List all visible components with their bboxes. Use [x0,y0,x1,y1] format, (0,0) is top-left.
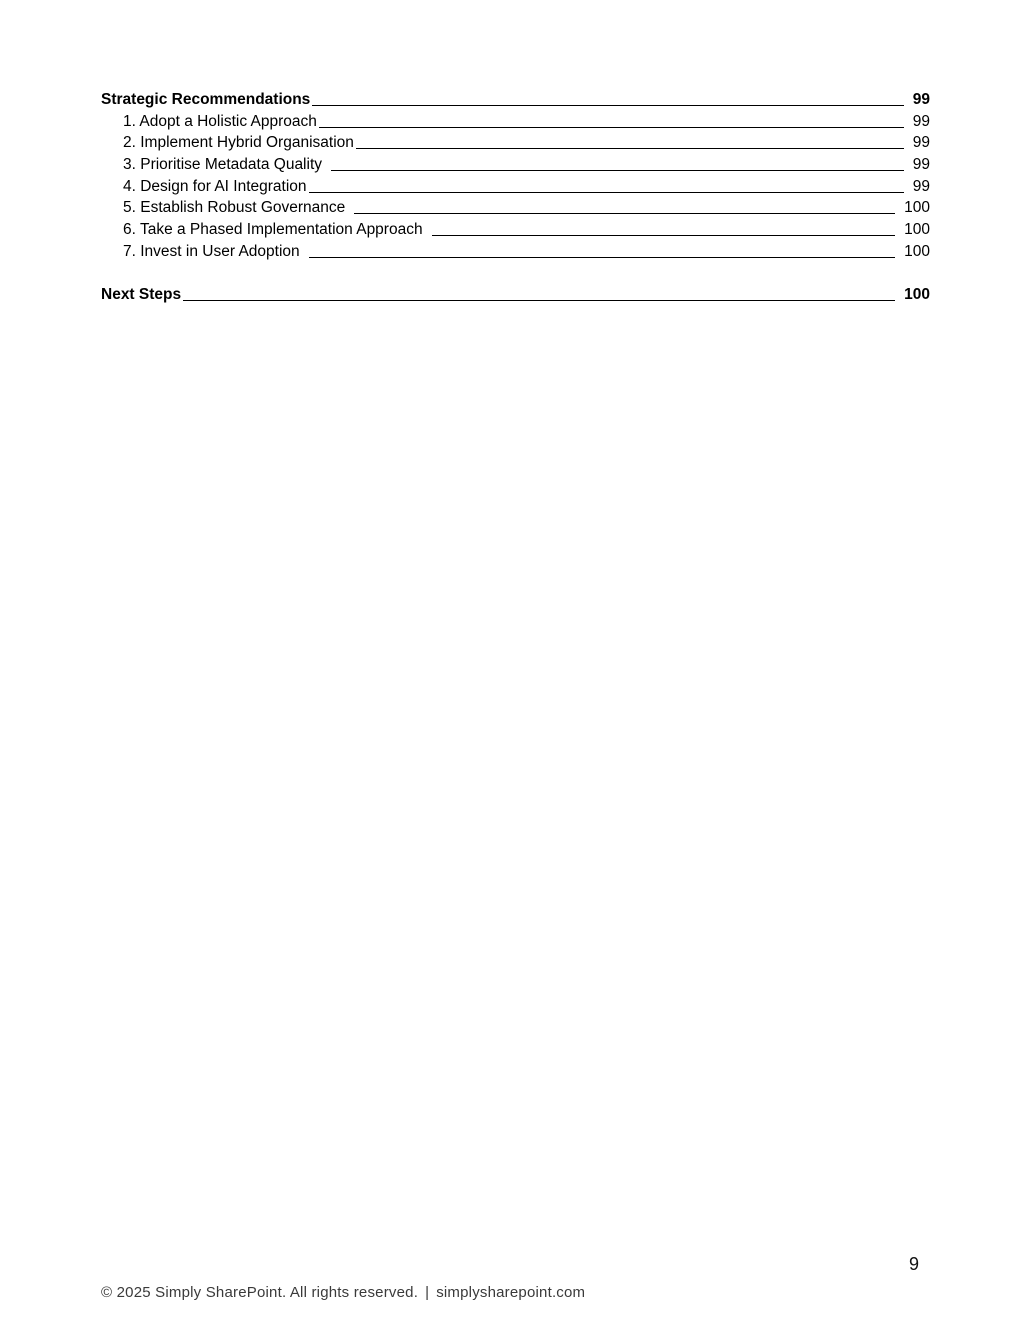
toc-entry-design-for-ai-integration [101,176,930,198]
toc-entry-title: 5. Establish Robust Governance [123,199,346,217]
toc-entry-page-number: 99 [912,134,930,152]
toc-leader-line [319,127,904,128]
toc-entry-title: Next Steps [101,286,182,304]
toc-entry-page-number: 99 [912,156,930,174]
toc-leader-line [309,192,904,193]
footer-separator: | [425,1284,430,1301]
toc-entry-title: 2. Implement Hybrid Organisation [123,134,354,152]
toc-entry-invest-in-user-adoption [101,241,930,263]
toc-entry-adopt-holistic-approach [101,111,930,133]
toc-entry-page-number: 99 [912,177,930,195]
toc-entry-title: Strategic Recommendations [101,91,311,108]
toc-entry-page-number: 99 [912,112,930,130]
page-footer [101,1283,585,1303]
table-of-contents [101,89,930,306]
toc-entry-strategic-recommendations [101,89,930,111]
toc-leader-line [356,148,904,149]
toc-entry-implement-hybrid-organisation [101,132,930,154]
toc-leader-line [312,105,903,106]
toc-leader-line [354,213,895,214]
page-number: 9 [908,1254,919,1274]
toc-entry-page-number: 100 [904,221,930,239]
toc-entry-title: 3. Prioritise Metadata Quality [123,156,323,174]
footer-copyright-text: © 2025 Simply SharePoint. All rights reserved. [101,1284,419,1301]
toc-entry-phased-implementation-approach [101,219,930,241]
footer-site-text: simplysharepoint.com [436,1284,586,1301]
toc-entry-page-number: 100 [904,199,930,217]
toc-entry-title: 4. Design for AI Integration [123,177,307,195]
toc-leader-line [331,170,904,171]
toc-leader-line [309,257,895,258]
toc-entry-title: 1. Adopt a Holistic Approach [123,112,317,130]
toc-entry-title: 7. Invest in User Adoption [123,242,300,260]
toc-entry-page-number: 100 [904,286,930,304]
toc-entry-next-steps [101,284,930,306]
toc-leader-line [183,300,895,301]
toc-entry-page-number: 99 [912,91,930,108]
toc-entry-page-number: 100 [904,242,930,260]
toc-entry-prioritise-metadata-quality [101,154,930,176]
toc-entry-establish-robust-governance [101,197,930,219]
toc-leader-line [432,235,896,236]
toc-entry-title: 6. Take a Phased Implementation Approach [123,221,423,239]
